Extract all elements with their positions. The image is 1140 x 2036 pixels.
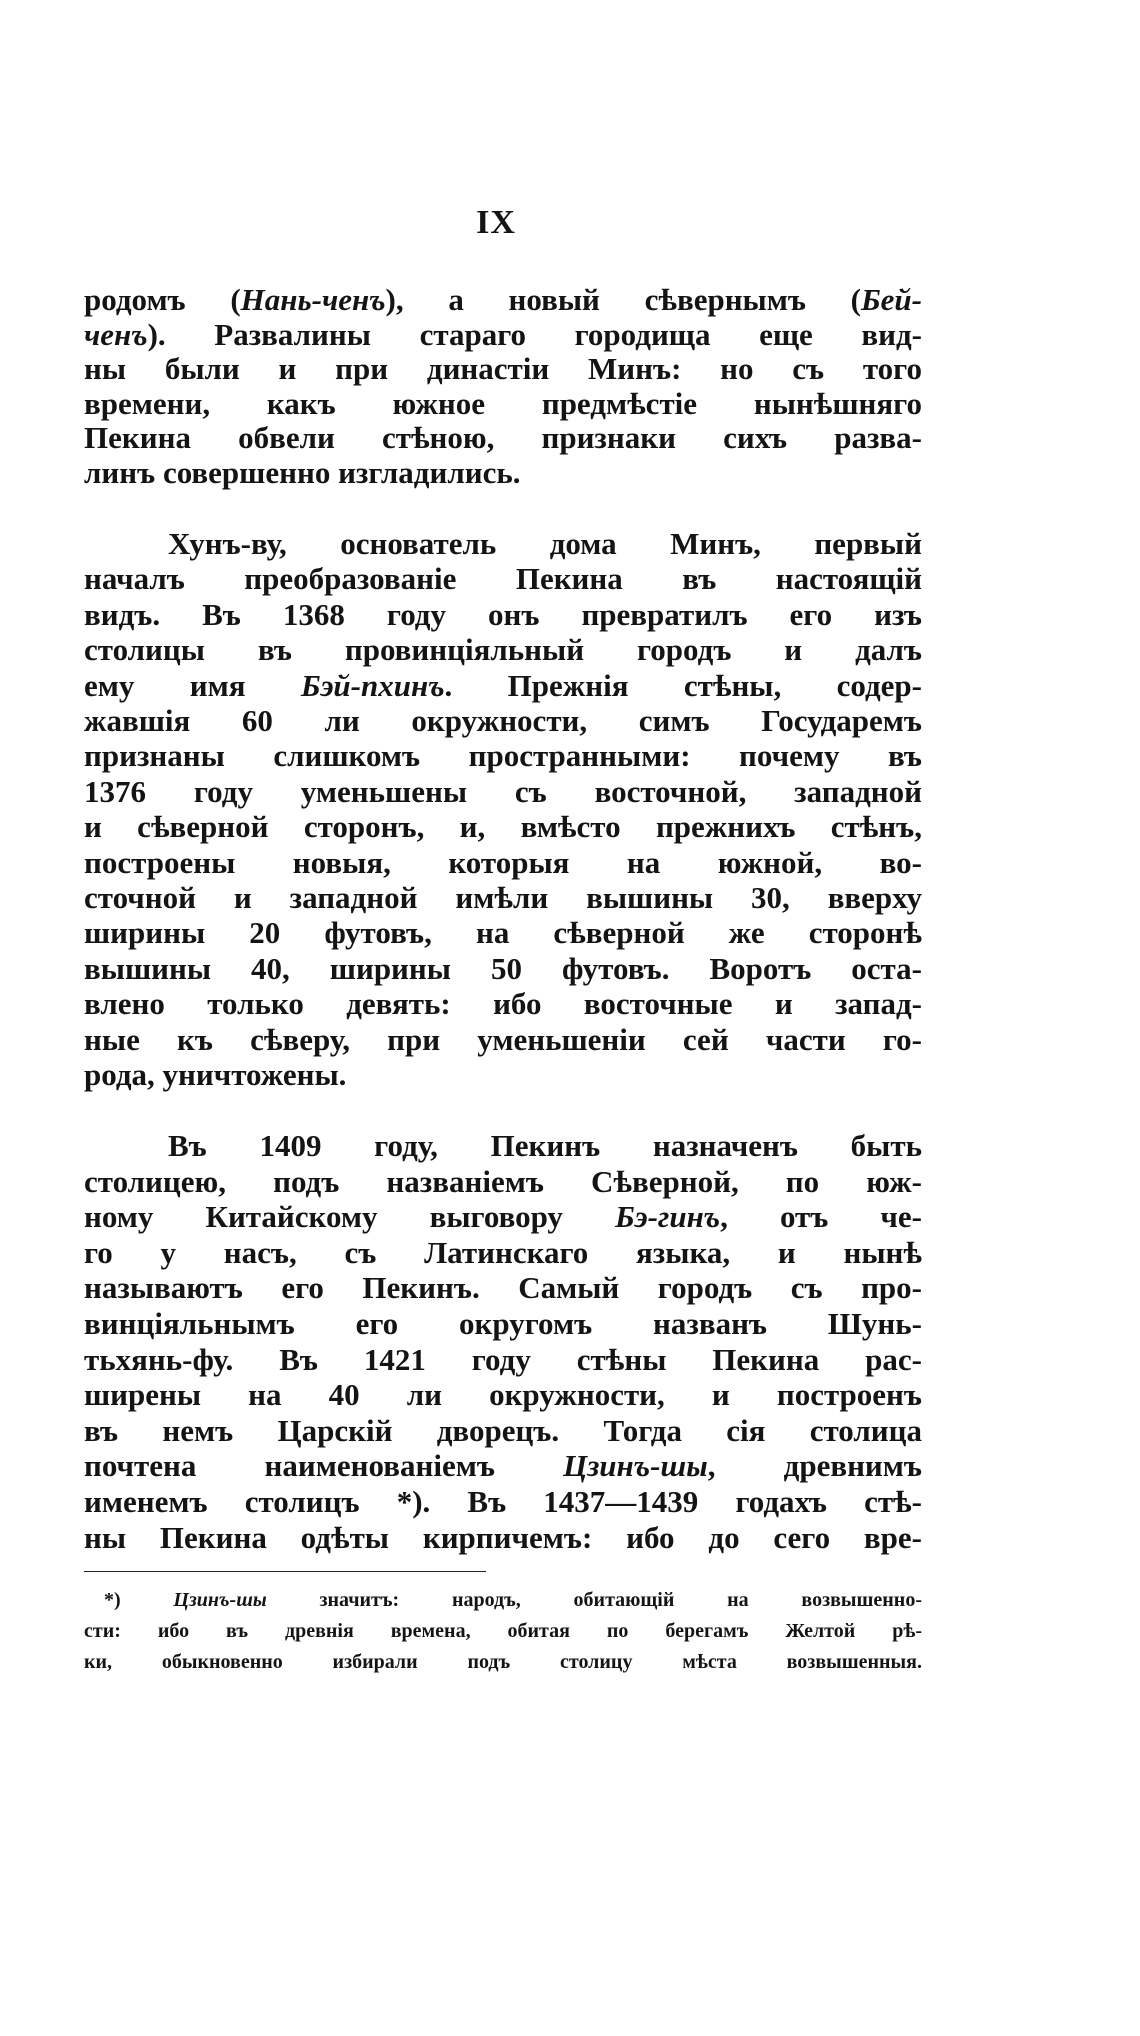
text-line: и сѣверной сторонъ, и, вмѣсто прежнихъ стѣнъ,: [84, 809, 922, 845]
text-line: Пекина обвели стѣною, признаки сихъ разва-: [84, 421, 922, 456]
text-line: признаны слишкомъ пространными: почему въ: [84, 738, 922, 774]
text-segment: значитъ: народъ, обитающій на возвышенно-: [266, 1589, 922, 1611]
footnote-line: ки, обыкновенно избирали подъ столицу мѣста возвышенныя.: [84, 1651, 922, 1673]
text-segment: родомъ (: [84, 283, 241, 317]
text-line: столицы въ провинціяльный городъ и далъ: [84, 632, 922, 668]
footnote-line: сти: ибо въ древнія времена, обитая по берегамъ Желтой рѣ-: [84, 1620, 922, 1642]
italic-term: ченъ: [84, 317, 148, 352]
text-segment: почтена наименованіемъ: [84, 1448, 564, 1484]
text-line: началъ преобразованіе Пекина въ настоящій: [84, 561, 922, 597]
footnote: [84, 1585, 922, 1678]
text-segment: *): [104, 1589, 174, 1611]
text-line: Хунъ-ву, основатель дома Минъ, первый: [168, 526, 922, 561]
italic-term: Бей-: [860, 283, 922, 317]
text-line: го у насъ, съ Латинскаго языка, и нынѣ: [84, 1234, 922, 1270]
page-number-text: IX: [476, 204, 516, 241]
text-line: видъ. Въ 1368 году онъ превратилъ его изъ: [84, 596, 922, 632]
paragraph-3: [84, 1128, 922, 1555]
text-line: ширины 20 футовъ, на сѣверной же сторонѣ: [84, 915, 922, 951]
italic-term: Цзинъ-шы: [173, 1589, 267, 1611]
italic-term: Бэй-пхинъ: [300, 667, 445, 703]
text-line: именемъ столицъ *). Въ 1437—1439 годахъ стѣ-: [84, 1483, 922, 1519]
text-line: ные къ сѣверу, при уменьшеніи сей части го-: [84, 1021, 922, 1057]
text-line: [84, 1199, 922, 1235]
text-line: [84, 668, 922, 703]
text-segment: . Прежнія стѣны, содер-: [444, 667, 922, 703]
text-segment: ). Развалины стараго городища еще вид-: [147, 317, 922, 352]
text-segment: ), а новый сѣвернымъ (: [385, 283, 861, 317]
text-line: линъ совершенно изгладились.: [84, 455, 521, 490]
text-line: времени, какъ южное предмѣстіе нынѣшняго: [84, 386, 922, 421]
text-line: ны Пекина одѣты кирпичемъ: ибо до сего вре-: [84, 1519, 922, 1555]
italic-term: Бэ-гинъ: [615, 1199, 721, 1235]
text-line: тьхянь-фу. Въ 1421 году стѣны Пекина рас-: [84, 1341, 922, 1377]
text-line: ны были и при династіи Минъ: но съ того: [84, 352, 922, 387]
text-line: влено только девять: ибо восточные и запад-: [84, 986, 922, 1022]
text-segment: , отъ че-: [720, 1199, 922, 1235]
page-number: [0, 203, 1140, 243]
footnote-line: [84, 1585, 922, 1616]
text-line: столицею, подъ названіемъ Сѣверной, по юж-: [84, 1163, 922, 1199]
text-line: сточной и западной имѣли вышины 30, вверху: [84, 880, 922, 916]
text-line: Въ 1409 году, Пекинъ назначенъ быть: [168, 1128, 922, 1163]
text-line: ширены на 40 ли окружности, и построенъ: [84, 1377, 922, 1413]
text-line: называютъ его Пекинъ. Самый городъ съ про-: [84, 1270, 922, 1306]
text-line: [84, 1448, 922, 1484]
text-segment: ному Китайскому выговору: [84, 1199, 616, 1235]
paragraph-1: [84, 283, 922, 491]
text-line: рода, уничтожены.: [84, 1057, 347, 1093]
italic-term: Нань-ченъ: [240, 283, 386, 317]
italic-term: Цзинъ-шы: [563, 1448, 708, 1484]
footnote-divider: [84, 1571, 486, 1572]
text-segment: , древнимъ: [707, 1448, 922, 1484]
text-line: вышины 40, ширины 50 футовъ. Воротъ оста-: [84, 950, 922, 986]
text-line: [84, 283, 922, 318]
text-line: винціяльнымъ его округомъ названъ Шунь-: [84, 1305, 922, 1341]
paragraph-2: [84, 526, 922, 1093]
text-line: [84, 318, 922, 353]
text-line: жавшія 60 ли окружности, симъ Государемъ: [84, 703, 922, 739]
text-segment: ему имя: [84, 667, 301, 703]
text-line: въ немъ Царскій дворецъ. Тогда сія столица: [84, 1412, 922, 1448]
text-line: 1376 году уменьшены съ восточной, западной: [84, 773, 922, 809]
text-line: построены новыя, которыя на южной, во-: [84, 844, 922, 880]
